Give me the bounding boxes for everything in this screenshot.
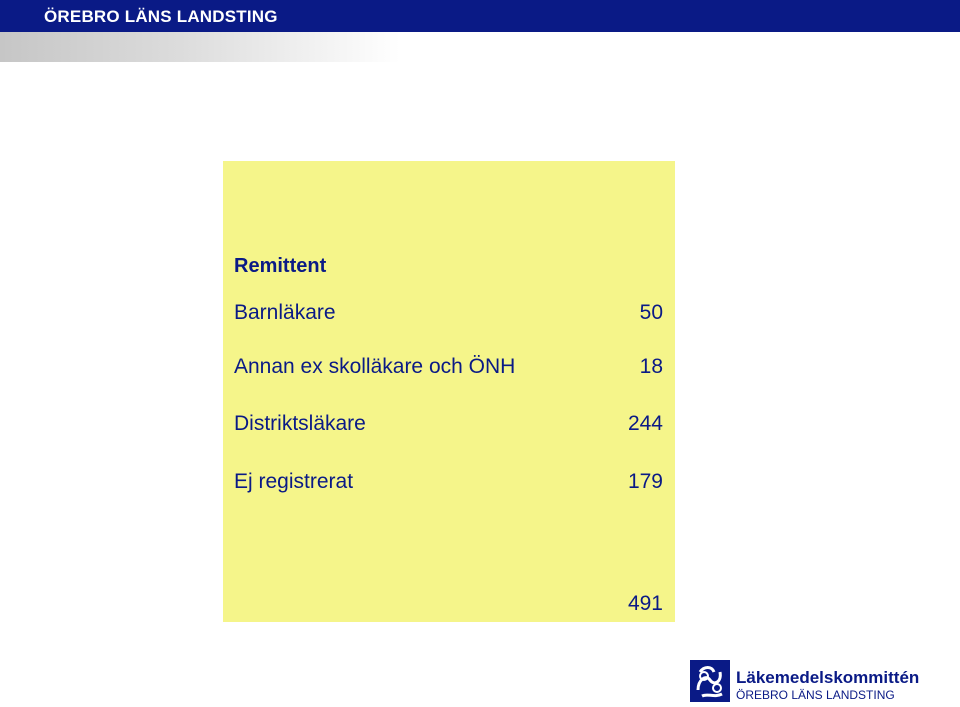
header-title: ÖREBRO LÄNS LANDSTING [44,7,278,26]
row-value-annan: 18 [639,355,663,378]
row-label-ej-registrerat: Ej registrerat [234,470,354,493]
row-label-distriktslakare: Distriktsläkare [234,412,366,435]
row-label-barnlakare: Barnläkare [234,301,336,324]
row-label-annan: Annan ex skolläkare och ÖNH [234,355,516,378]
row-value-barnlakare: 50 [639,301,663,324]
footer-title: Läkemedelskommittén [736,668,920,687]
footer-subtitle: ÖREBRO LÄNS LANDSTING [736,688,895,702]
header-gradient-band [0,32,400,62]
row-value-distriktslakare: 244 [627,412,663,435]
table-total: 491 [627,592,663,615]
header-bar [0,0,960,32]
table-heading: Remittent [234,255,327,277]
county-emblem-icon [690,660,730,702]
row-value-ej-registrerat: 179 [627,470,663,493]
remittent-table [223,161,675,622]
